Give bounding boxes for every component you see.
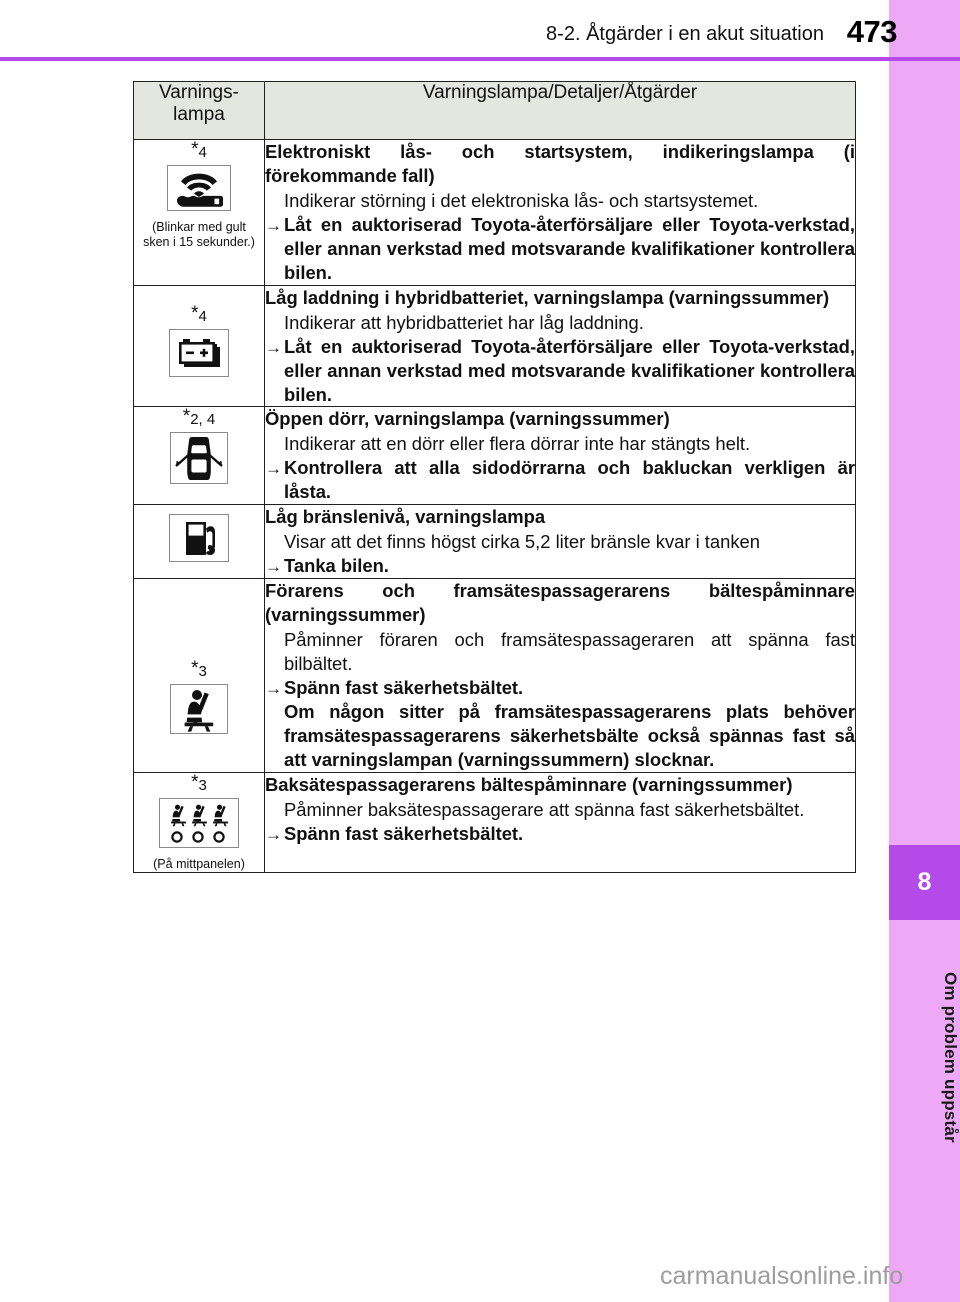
warning-title: Förarens och framsätespassagerarens bältespåminnare (varningssummer): [265, 580, 855, 626]
icon-sub-note-line1: (Blinkar med gult: [152, 220, 246, 234]
table-header-row: [134, 82, 856, 140]
warning-action-text: Låt en auktoriserad Toyota-återförsäljare eller Toyota-verkstad, eller annan verkstad med motsvarande kvalifikationer kontrollera bilen.: [284, 213, 855, 283]
icon-sub-note: [134, 220, 264, 250]
footnote-marker: [134, 304, 264, 324]
icon-cell: [134, 505, 265, 579]
arrow-icon: →: [265, 557, 282, 577]
icon-cell: [134, 407, 265, 505]
warning-title: Låg laddning i hybridbatteriet, varningslampa (varningssummer): [265, 286, 830, 308]
footnote-marker: [134, 773, 264, 793]
icon-sub-note-line2: sken i 15 sekunder.): [143, 234, 255, 249]
warning-title: Baksätespassagerarens bältespåminnare (varningssummer): [265, 773, 793, 795]
warning-detail: Indikerar att en dörr eller flera dörrar inte har stängts helt.: [284, 433, 751, 455]
warning-title: Elektroniskt lås- och startsystem, indikeringslampa (i förekommande fall): [265, 141, 855, 186]
warning-action: [265, 822, 855, 846]
footnote-number: 2, 4: [190, 411, 216, 429]
warning-title: Låg bränslenivå, varningslampa: [265, 506, 546, 528]
warning-action-text: Tanka bilen.: [284, 555, 389, 577]
arrow-icon: →: [265, 824, 282, 844]
warning-action-text: Låt en auktoriserad Toyota-återförsäljare eller Toyota-verkstad, eller annan verkstad med motsvarande kvalifikationer kontrollera bilen.: [284, 335, 855, 405]
page-number: 473: [846, 14, 897, 49]
warning-action-text: Kontrollera att alla sidodörrarna och bakluckan verkligen är låsta.: [284, 457, 855, 503]
chapter-tab: [889, 845, 960, 920]
low-fuel-icon: [169, 514, 229, 562]
warning-action: [265, 676, 855, 700]
arrow-icon: →: [265, 337, 282, 357]
arrow-icon: →: [265, 678, 282, 698]
warning-action: [265, 456, 855, 504]
open-door-icon: [170, 432, 228, 484]
description-cell: [265, 772, 856, 872]
description-cell: [265, 579, 856, 773]
description-cell: [265, 505, 856, 579]
arrow-icon: →: [265, 459, 282, 479]
column-header-line2: lampa: [173, 103, 225, 125]
footnote-number: 3: [198, 663, 207, 681]
chapter-tab-title: Om problem uppstår: [941, 971, 960, 1143]
column-header-line1: Varnings-: [159, 82, 239, 103]
footnote-number: 4: [198, 307, 207, 325]
smart-key-system-icon: [167, 165, 231, 211]
footnote-number: 3: [198, 776, 207, 794]
icon-cell: [134, 285, 265, 407]
icon-cell: [134, 140, 265, 286]
rear-seatbelt-reminder-icon: [159, 798, 239, 848]
page-section-title: 8-2. Åtgärder i en akut situation: [546, 23, 824, 45]
warning-action-text: Spänn fast säkerhetsbältet.: [284, 822, 524, 844]
footnote-star: *: [191, 771, 199, 793]
table-row: [134, 285, 856, 407]
column-header-details: Varningslampa/Detaljer/Åtgärder: [265, 82, 856, 140]
footnote-star: *: [182, 406, 191, 428]
icon-cell: [134, 579, 265, 773]
description-cell: [265, 285, 856, 407]
warning-detail: Indikerar att hybridbatteriet har låg laddning.: [284, 311, 644, 333]
footnote-marker: [134, 140, 264, 160]
warning-detail: Påminner baksätespassagerare att spänna fast säkerhetsbältet.: [284, 798, 805, 820]
table-row: [134, 407, 856, 505]
hybrid-battery-icon: [169, 329, 229, 377]
table-row: [134, 579, 856, 773]
warning-detail: Visar att det finns högst cirka 5,2 liter bränsle kvar i tanken: [284, 531, 761, 553]
table-row: [134, 140, 856, 286]
header-divider-rule: [0, 57, 960, 61]
footnote-number: 4: [198, 144, 207, 161]
footnote-marker: [134, 407, 264, 427]
description-cell: [265, 140, 856, 286]
warning-detail: Påminner föraren och framsätespassageraren att spänna fast bilbältet.: [284, 629, 855, 675]
arrow-icon: →: [265, 215, 282, 235]
warning-title: Öppen dörr, varningslampa (varningssummer): [265, 408, 670, 430]
warning-action: [265, 213, 855, 285]
warning-action: [265, 335, 855, 407]
seatbelt-reminder-icon: [170, 684, 228, 734]
warning-action: [265, 554, 855, 578]
table-row: [134, 772, 856, 872]
footnote-star: *: [191, 139, 199, 160]
icon-cell: [134, 772, 265, 872]
footnote-star: *: [191, 658, 199, 680]
warning-lamp-table: [133, 81, 856, 873]
footnote-marker: [134, 659, 264, 679]
warning-detail: Indikerar störning i det elektroniska lås- och startsystemet.: [284, 189, 759, 211]
table-row: [134, 505, 856, 579]
column-header-warning-lamp: [134, 82, 265, 140]
chapter-tab-number: 8: [917, 868, 932, 896]
icon-sub-note-line1: (På mittpanelen): [153, 856, 245, 871]
description-cell: [265, 407, 856, 505]
warning-action-text: Spänn fast säkerhetsbältet.: [284, 676, 524, 698]
footnote-star: *: [191, 302, 199, 324]
site-watermark: carmanualsonline.info: [660, 1262, 904, 1290]
icon-sub-note: [134, 857, 264, 872]
warning-extra: Om någon sitter på framsätespassagerarens plats behöver framsätespassagerarens säkerhetsbälte också spännas fast så att varningslampan (varningssummern) slocknar.: [284, 701, 855, 770]
